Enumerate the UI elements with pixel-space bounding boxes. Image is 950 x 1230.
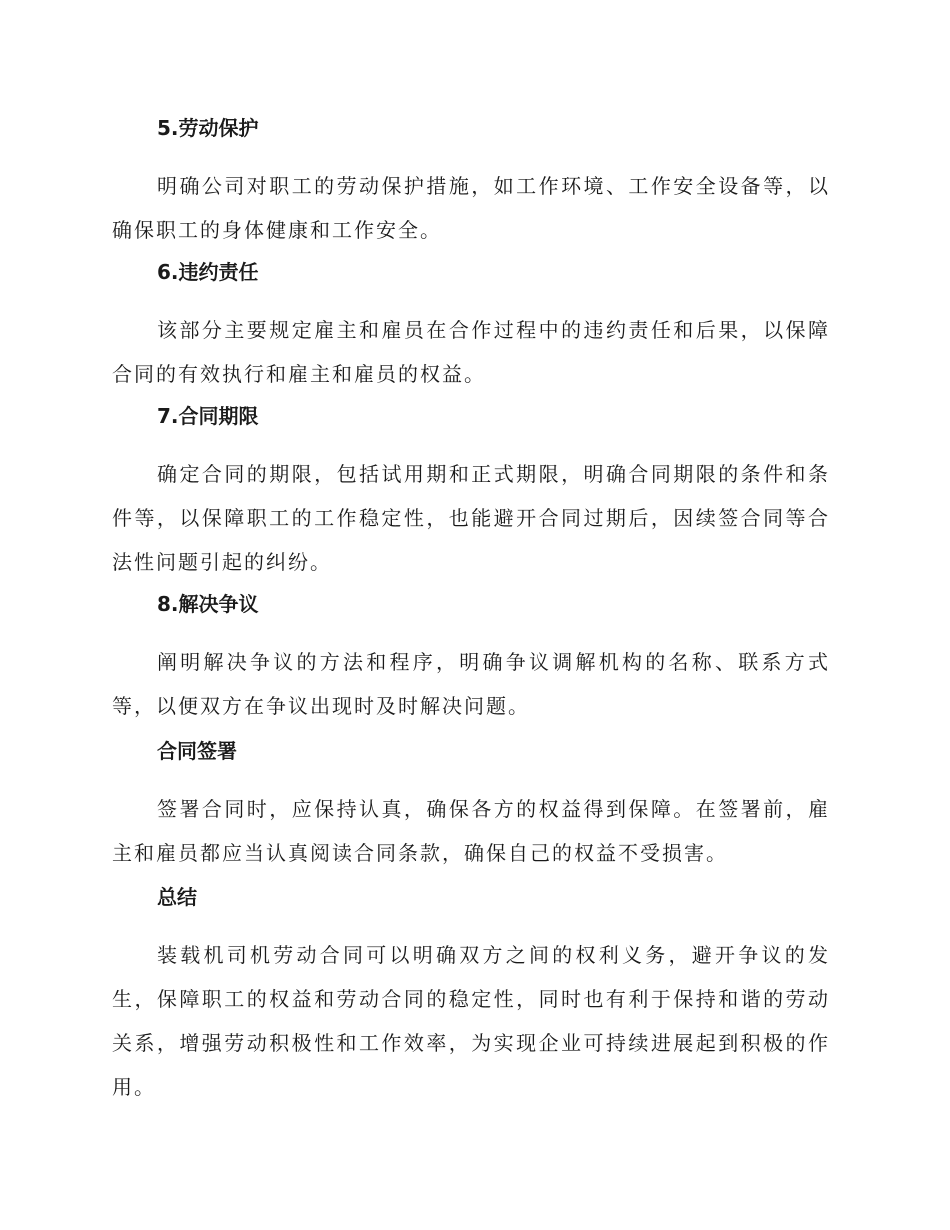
section-heading: 6.违约责任 [157,260,259,284]
section-contract-signing [112,737,830,875]
section-paragraph: 签署合同时，应保持认真，确保各方的权益得到保障。在签署前，雇主和雇员都应当认真阅读合同条款，确保自己的权益不受损害。 [112,797,830,865]
section-breach-liability [112,258,830,396]
section-paragraph: 该部分主要规定雇主和雇员在合作过程中的违约责任和后果，以保障合同的有效执行和雇主和雇员的权益。 [112,318,830,386]
section-heading: 总结 [157,885,197,909]
section-summary [112,883,830,1109]
section-dispute-resolution [112,590,830,728]
section-paragraph: 确定合同的期限，包括试用期和正式期限，明确合同期限的条件和条件等，以保障职工的工作稳定性，也能避开合同过期后，因续签合同等合法性问题引起的纠纷。 [112,462,830,574]
section-heading: 合同签署 [157,739,237,763]
section-labor-protection [112,114,830,252]
section-paragraph: 装载机司机劳动合同可以明确双方之间的权利义务，避开争议的发生，保障职工的权益和劳动合同的稳定性，同时也有利于保持和谐的劳动关系，增强劳动积极性和工作效率，为实现企业可持续进展起到积极的作用。 [112,943,830,1099]
section-paragraph: 明确公司对职工的劳动保护措施，如工作环境、工作安全设备等，以确保职工的身体健康和工作安全。 [112,174,830,242]
section-paragraph: 阐明解决争议的方法和程序，明确争议调解机构的名称、联系方式等，以便双方在争议出现时及时解决问题。 [112,650,830,718]
section-contract-term [112,402,830,584]
section-heading: 5.劳动保护 [157,116,259,140]
section-heading: 8.解决争议 [157,592,259,616]
section-heading: 7.合同期限 [157,404,259,428]
